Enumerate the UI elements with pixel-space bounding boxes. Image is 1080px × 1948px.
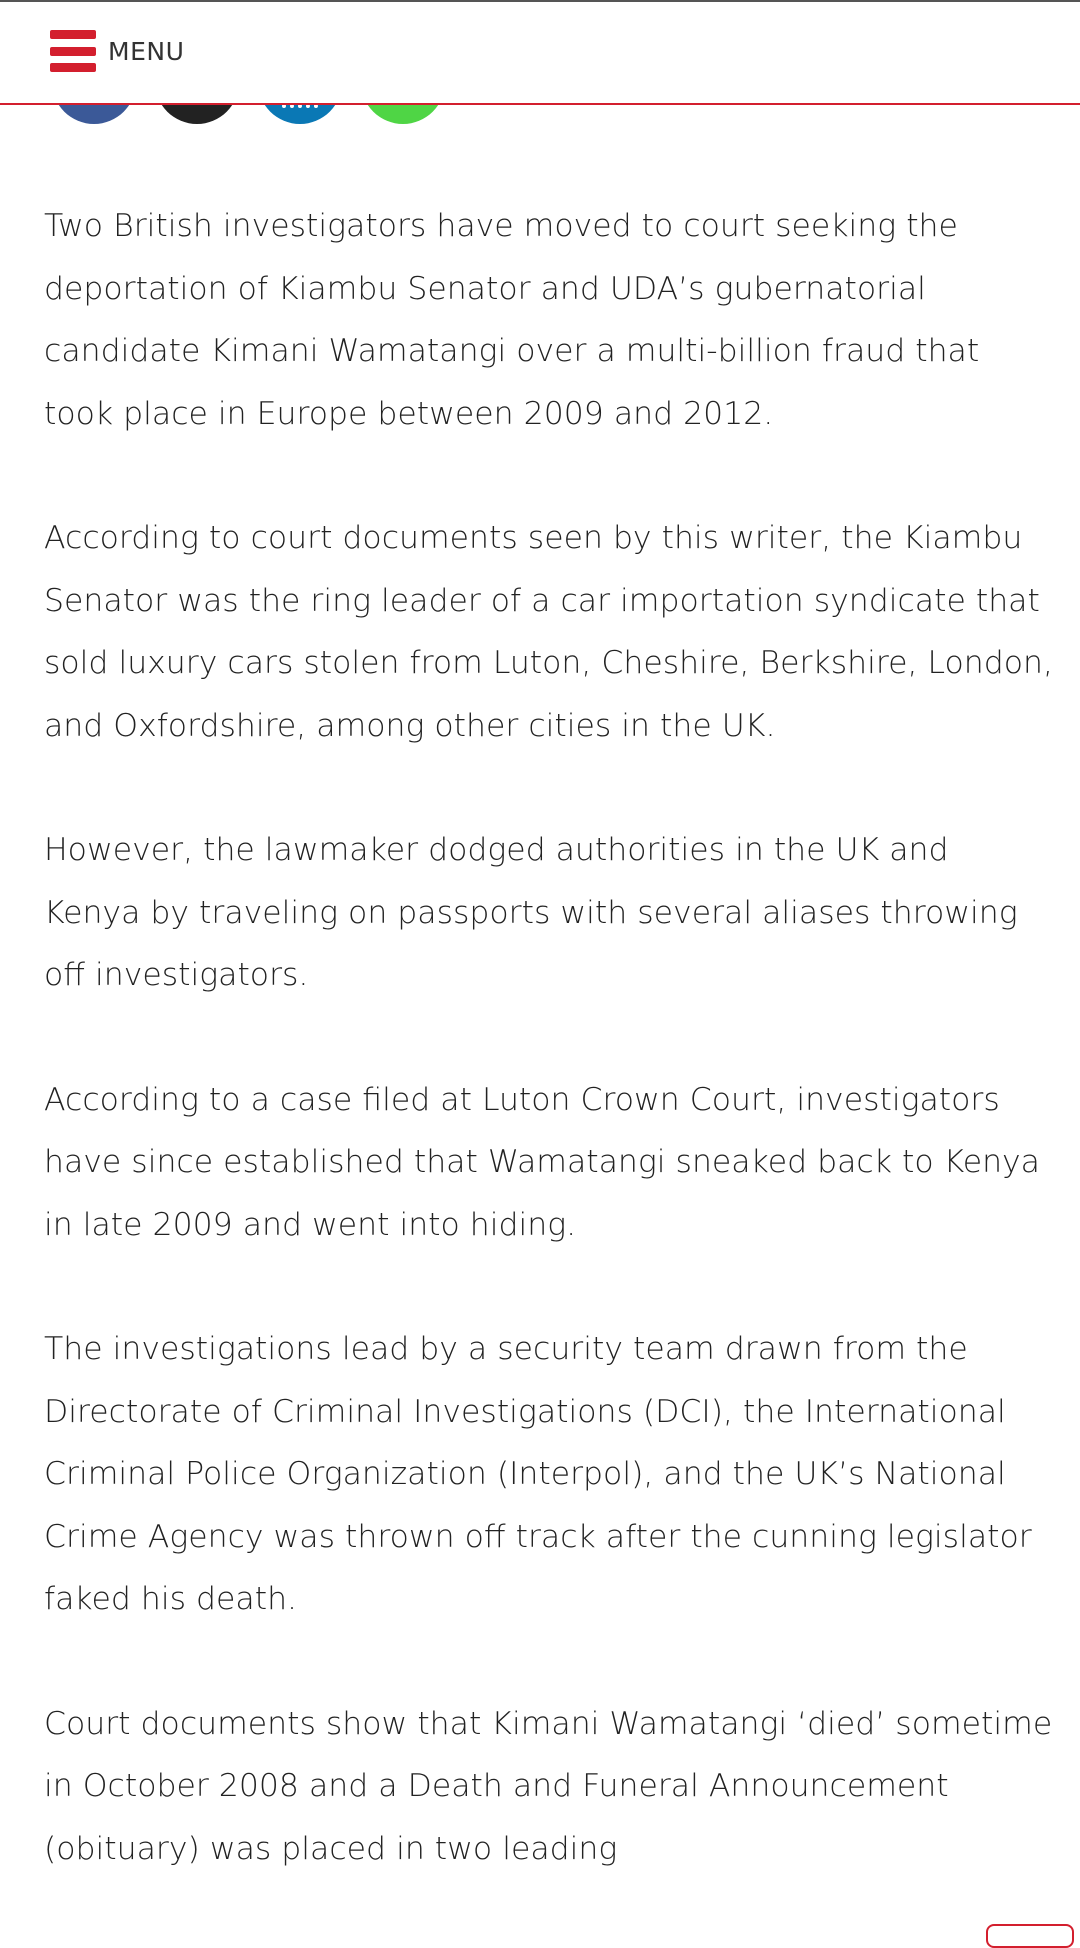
article-body — [44, 195, 1054, 1942]
hamburger-icon[interactable] — [50, 30, 96, 72]
menu-button[interactable] — [50, 26, 184, 76]
article-paragraph: According to a case filed at Luton Crown Court, investigators have since established that Wamatangi sneaked back to Kenya in late 2009 and went into hiding. — [44, 1081, 1040, 1243]
menu-label[interactable]: MENU — [108, 36, 185, 66]
article-paragraph: According to court documents seen by this writer, the Kiambu Senator was the ring leader of a car importation syndicate that sold luxury cars stolen from Luton, Cheshire, Berkshire, London, and Oxfordshire, among other cities in the UK. — [44, 520, 1053, 744]
site-header — [0, 2, 1080, 105]
floating-action-button[interactable] — [986, 1924, 1074, 1948]
article-paragraph: Court documents show that Kimani Wamatangi ‘died’ sometime in October 2008 and a Death and Funeral Announcement (obituary) was placed in two leading — [44, 1705, 1053, 1867]
article-paragraph: Two British investigators have moved to court seeking the deportation of Kiambu Senator and UDA’s gubernatorial candidate Kimani Wamatangi over a multi-billion fraud that took place in Europe between 2009 and 2012. — [44, 208, 980, 432]
article-paragraph: The investigations lead by a security team drawn from the Directorate of Criminal Investigations (DCI), the International Criminal Police Organization (Interpol), and the UK’s National Crime Agency was thrown off track after the cunning legislator faked his death. — [44, 1331, 1032, 1617]
article-paragraph: However, the lawmaker dodged authorities in the UK and Kenya by traveling on passports with several aliases throwing off investigators. — [44, 832, 1018, 993]
